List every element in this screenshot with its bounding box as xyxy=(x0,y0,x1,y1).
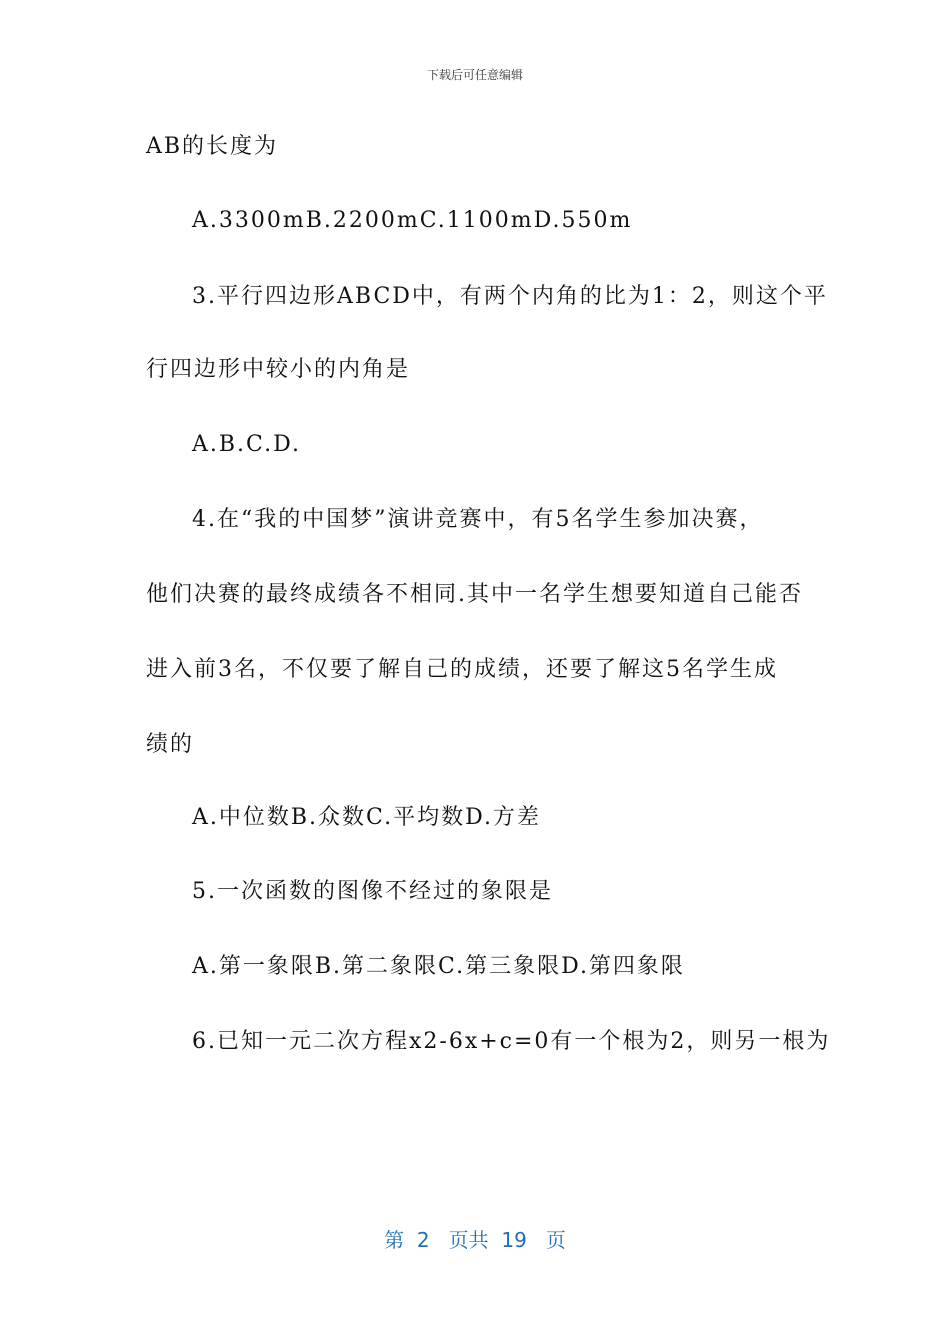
answer-options-q3: A.B.C.D. xyxy=(192,432,301,457)
question-5: 5.一次函数的图像不经过的象限是 xyxy=(192,879,553,904)
question-4: 4.在“我的中国梦”演讲竞赛中，有5名学生参加决赛， xyxy=(192,507,764,532)
question-6: 6.已知一元二次方程x2-6x+c=0有一个根为2，则另一根为 xyxy=(192,1029,831,1054)
answer-options-q4: A.中位数B.众数C.平均数D.方差 xyxy=(192,805,541,830)
text-line: 他们决赛的最终成绩各不相同.其中一名学生想要知道自己能否 xyxy=(146,582,803,607)
text-line: 行四边形中较小的内角是 xyxy=(146,357,411,382)
answer-options-q5: A.第一象限B.第二象限C.第三象限D.第四象限 xyxy=(192,954,685,979)
header-note: 下载后可任意编辑 xyxy=(426,68,523,82)
text-line: AB的长度为 xyxy=(146,134,279,159)
text-line: 绩的 xyxy=(146,732,195,757)
question-3: 3.平行四边形ABCD中，有两个内角的比为1：2，则这个平 xyxy=(192,284,828,309)
answer-options-q2: A.3300mB.2200mC.1100mD.550m xyxy=(192,208,633,233)
page-number-footer: 第 2 页共 19 页 xyxy=(384,1228,566,1252)
text-line: 进入前3名，不仅要了解自己的成绩，还要了解这5名学生成 xyxy=(146,657,778,682)
